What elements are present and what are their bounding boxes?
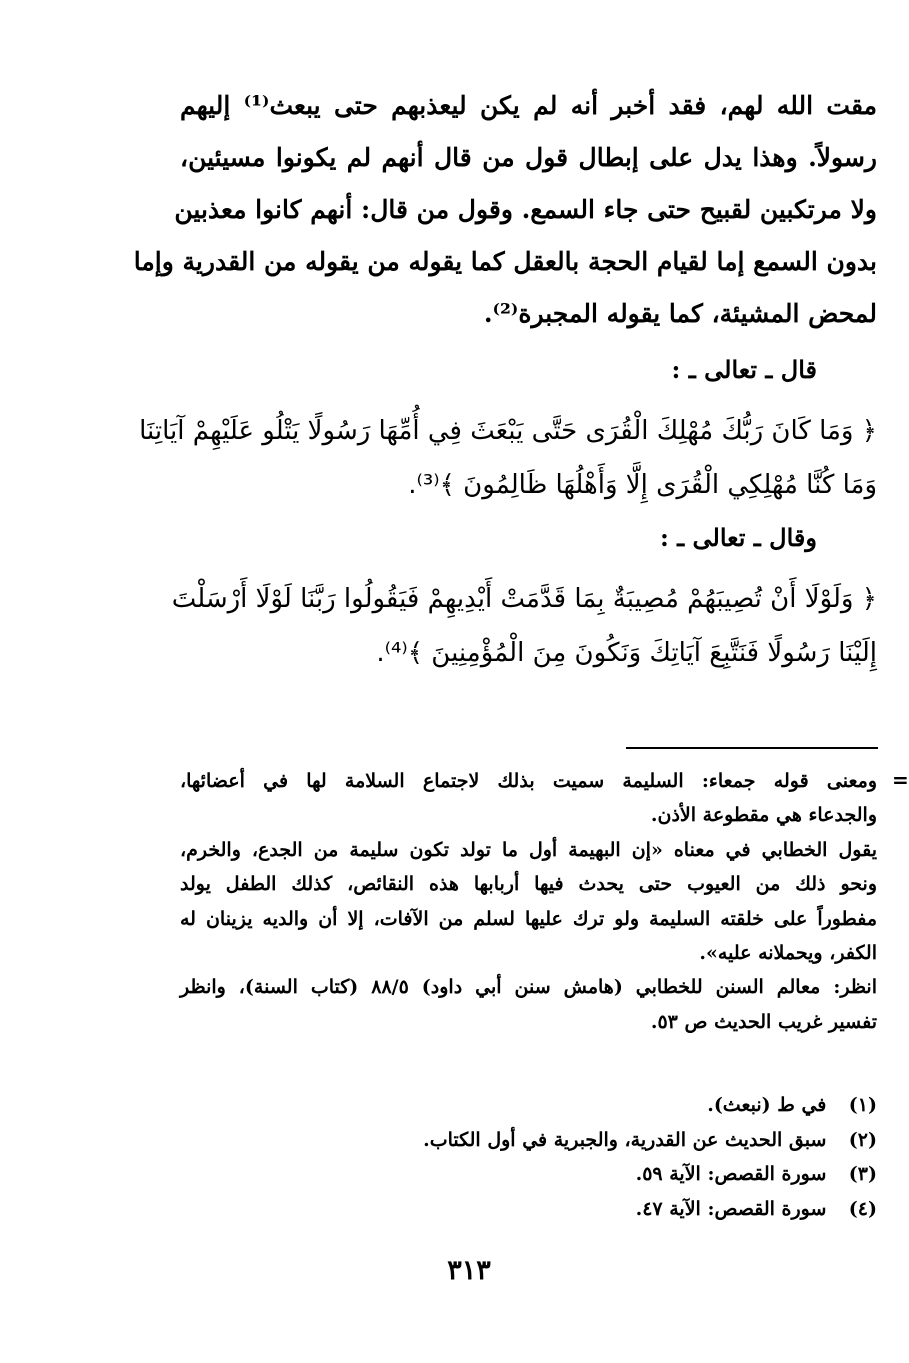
footnote-number: (١) [848, 1094, 877, 1116]
body-line-3: ولا مرتكبين لقبيح حتى جاء السمع. وقول من قال: أنهم كانوا معذبين [174, 195, 877, 224]
body-line-4: بدون السمع إما لقيام الحجة بالعقل كما يقوله من يقوله من القدرية وإما [133, 247, 877, 276]
footnote-item-2 [180, 1123, 877, 1158]
footnote-line-8: تفسير غريب الحديث ص ٥٣. [650, 1010, 877, 1033]
footnote-line-1: ومعنى قوله جمعاء: السليمة سميت بذلك لاجتماع السلامة لها في أعضائها، [180, 770, 877, 792]
footnote-line-2: والجدعاء هي مقطوعة الأذن. [650, 804, 877, 827]
footnote-continued [180, 764, 877, 1039]
main-text [133, 80, 877, 340]
footnote-item-4 [180, 1192, 877, 1227]
footnote-separator [626, 747, 878, 749]
footnote-item-1 [180, 1088, 877, 1123]
footnote-number: (٤) [848, 1197, 877, 1220]
footnote-text: سبق الحديث عن القدرية، والجبرية في أول الكتاب. [423, 1128, 827, 1151]
heading-1: قال ـ تعالى ـ : [671, 355, 817, 384]
footnote-text: سورة القصص: الآية ٥٩. [635, 1163, 827, 1185]
continuation-mark: = [892, 768, 909, 792]
footnote-line-6: الكفر، ويحملانه عليه». [699, 941, 877, 964]
footnote-list [180, 1088, 877, 1226]
verse-1-line-1: ﴿ وَمَا كَانَ رَبُّكَ مُهْلِكَ الْقُرَى حَتَّى يَبْعَثَ فِي أُمِّهَا رَسُولًا يَتْلُو عَلَيْهِمْ آيَاتِنَا [139, 416, 877, 446]
footnote-number: (٢) [848, 1128, 877, 1151]
verse-2-line-1: ﴿ وَلَوْلَا أَنْ تُصِيبَهُمْ مُصِيبَةٌ بِمَا قَدَّمَتْ أَيْدِيهِمْ فَيَقُولُوا رَبَّنَا لَوْلَا أَرْسَلْتَ [171, 584, 877, 614]
verse-block-2 [171, 572, 877, 680]
verse-2-line-2: إِلَيْنَا رَسُولًا فَنَتَّبِعَ آيَاتِكَ وَنَكُونَ مِنَ الْمُؤْمِنِينَ ﴾⁽⁴⁾. [376, 638, 877, 668]
footnote-line-4: ونحو ذلك من العيوب حتى يحدث فيها أربابها هذه النقائص، كذلك الطفل يولد [180, 873, 877, 896]
body-line-1: مقت الله لهم، فقد أخبر أنه لم يكن ليعذبهم حتى يبعث⁽¹⁾ إليهم [180, 91, 877, 120]
footnote-line-7: انظر: معالم السنن للخطابي (هامش سنن أبي داود) ٨٨/٥ (كتاب السنة)، وانظر [180, 976, 877, 999]
footnote-text: سورة القصص: الآية ٤٧. [635, 1197, 827, 1220]
verse-1-line-2: وَمَا كُنَّا مُهْلِكِي الْقُرَى إِلَّا وَأَهْلُهَا ظَالِمُونَ ﴾⁽³⁾. [408, 470, 877, 500]
page-number: ٣١٣ [447, 1255, 491, 1286]
verse-block-1 [139, 404, 877, 512]
heading-2: وقال ـ تعالى ـ : [659, 523, 817, 552]
footnote-text: في ط (نبعث). [707, 1094, 827, 1116]
footnote-line-3: يقول الخطابي في معناه «إن البهيمة أول ما تولد تكون سليمة من الجدع، والخرم، [180, 838, 877, 861]
footnote-line-5: مفطوراً على خلقته السليمة ولو ترك عليها لسلم من الآفات، إلا أن والديه يزينان له [180, 907, 877, 930]
heading-first-verse [180, 344, 877, 396]
footnote-number: (٣) [848, 1163, 877, 1185]
body-line-2: رسولاً. وهذا يدل على إبطال قول من قال أنهم لم يكونوا مسيئين، [180, 143, 877, 172]
heading-second-verse [180, 512, 877, 564]
footnote-item-3 [180, 1157, 877, 1192]
body-line-5: لمحض المشيئة، كما يقوله المجبرة⁽²⁾. [483, 299, 877, 328]
